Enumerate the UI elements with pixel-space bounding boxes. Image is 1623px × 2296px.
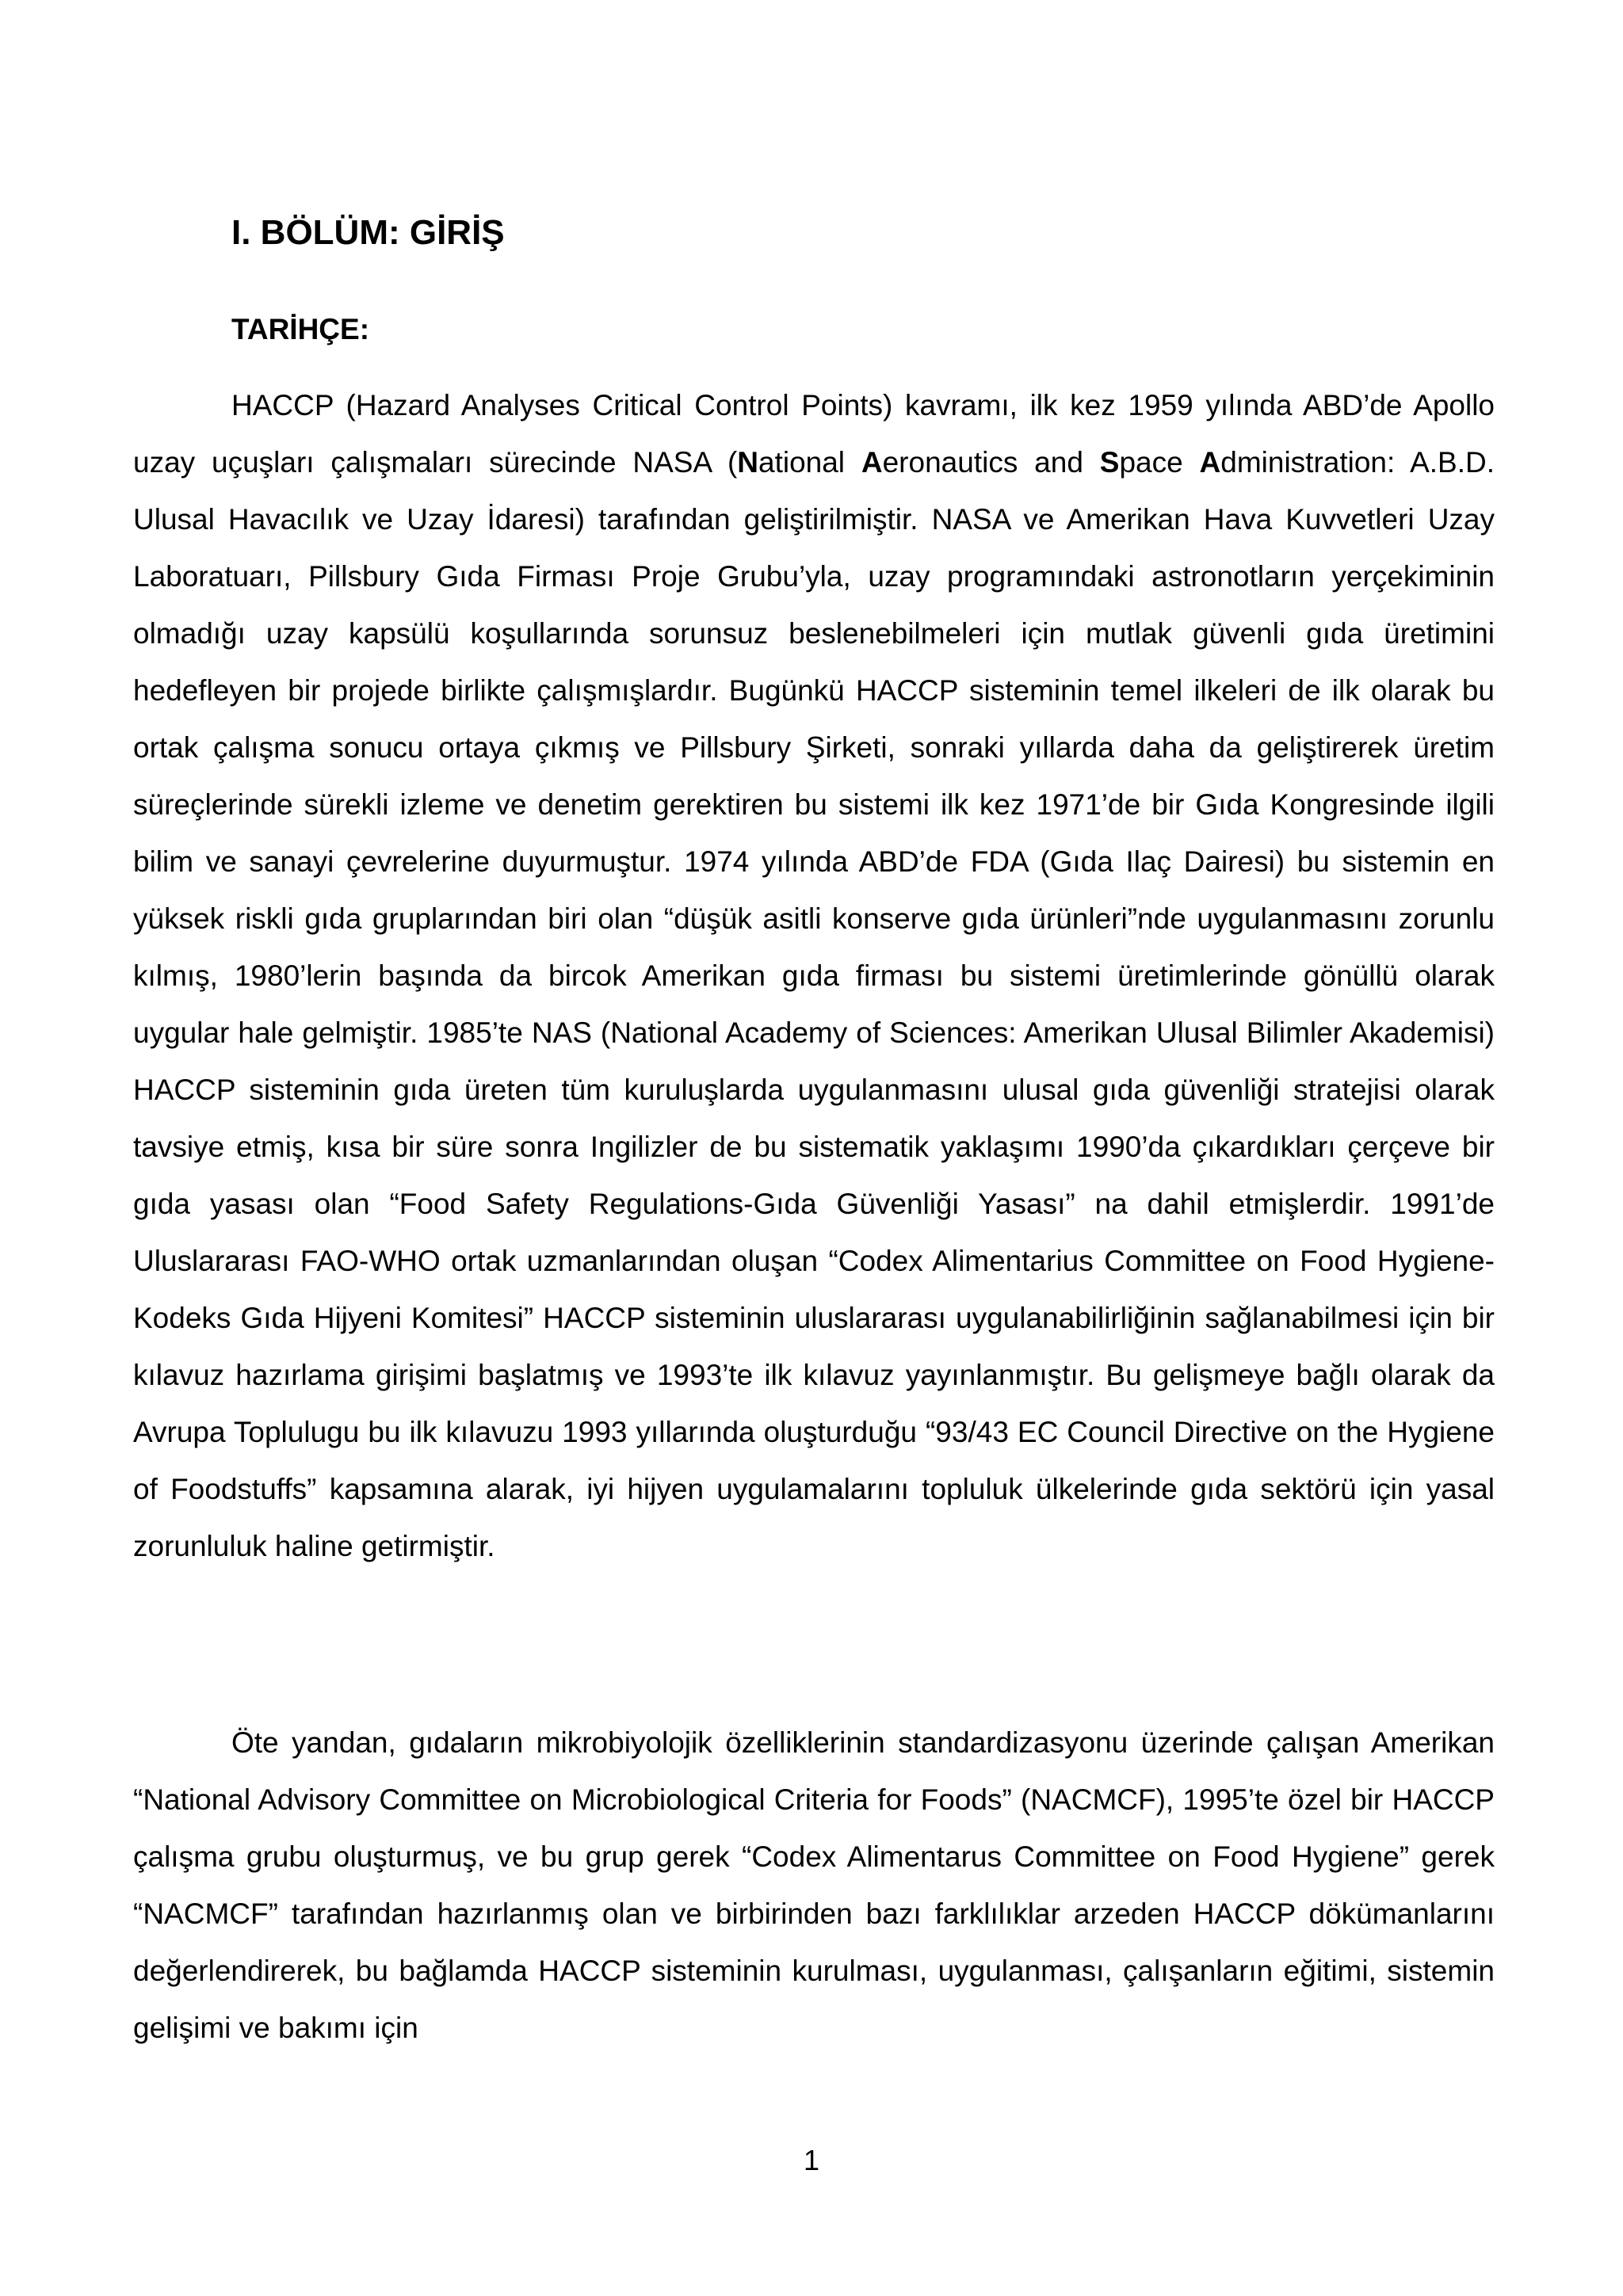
paragraph-text: ational bbox=[758, 446, 861, 479]
acronym-letter-s: S bbox=[1099, 446, 1120, 479]
acronym-letter-n: N bbox=[737, 446, 758, 479]
paragraph-text: eronautics and bbox=[882, 446, 1100, 479]
acronym-letter-a2: A bbox=[1199, 446, 1221, 479]
paragraph-text-start: HACCP (Hazard Analyses Critical Control Points) kavramı, ilk kez 1959 yılında ABD’de Apollo uzay uçuşları çalışmaları sürecinde NASA ( bbox=[133, 389, 1495, 479]
page-number: 1 bbox=[803, 2144, 820, 2176]
paragraph-text: pace bbox=[1119, 446, 1200, 479]
chapter-heading: I. BÖLÜM: GİRİŞ bbox=[231, 213, 505, 252]
paragraph-nacmcf bbox=[133, 1714, 1495, 2057]
acronym-letter-a: A bbox=[861, 446, 883, 479]
paragraph-text-rest: dministration: A.B.D. Ulusal Havacılık ve Uzay İdaresi) tarafından geliştirilmiştir. NASA ve Amerikan Hava Kuvvetleri Uzay Laboratuarı, Pillsbury Gıda Firması Proje Grubu’yla, uzay programındaki astronotların yerçekiminin olmadığı uzay kapsülü koşullarında sorunsuz beslenebilmeleri için mutlak güvenli gıda üretimini hedefleyen bir projede birlikte çalışmışlardır. Bugünkü HACCP sisteminin temel ilkeleri de ilk olarak bu ortak çalışma sonucu ortaya çıkmış ve Pillsbury Şirketi, sonraki yıllarda daha da geliştirerek üretim süreçlerinde sürekli izleme ve denetim gerektiren bu sistemi ilk kez 1971’de bir Gıda Kongresinde ilgili bilim ve sanayi çevrelerine duyurmuştur. 1974 yılında ABD’de FDA (Gıda Ilaç Dairesi) bu sistemin en yüksek riskli gıda gruplarından biri olan “düşük asitli konserve gıda ürünleri”nde uygulanmasını zorunlu kılmış, 1980’lerin başında da bircok Amerikan gıda firması bu sistemi üretimlerinde gönüllü olarak uygular hale gelmiştir. 1985’te NAS (National Academy of Sciences: Amerikan Ulusal Bilimler Akademisi) HACCP sisteminin gıda üreten tüm kuruluşlarda uygulanmasını ulusal gıda güvenliği stratejisi olarak tavsiye etmiş, kısa bir süre sonra Ingilizler de bu sistematik yaklaşımı 1990’da çıkardıkları çerçeve bir gıda yasası olan “Food Safety Regulations-Gıda Güvenliği Yasası” na dahil etmişlerdir. 1991’de Uluslararası FAO-WHO ortak uzmanlarından oluşan “Codex Alimentarius Committee on Food Hygiene-Kodeks Gıda Hijyeni Komitesi” HACCP sisteminin uluslararası uygulanabilirliğinin sağlanabilmesi için bir kılavuz hazırlama girişimi başlatmış ve 1993’te ilk kılavuz yayınlanmıştır. Bu gelişmeye bağlı olarak da Avrupa Toplulugu bu ilk kılavuzu 1993 yıllarında oluşturduğu “93/43 EC Council Directive on the Hygiene of Foodstuffs” kapsamına alarak, iyi hijyen uygulamalarını topluluk ülkelerinde gıda sektörü için yasal zorunluluk haline getirmiştir. bbox=[133, 446, 1495, 1562]
paragraph-text: Öte yandan, gıdaların mikrobiyolojik özelliklerinin standardizasyonu üzerinde çalışan Amerikan “National Advisory Committee on Microbiological Criteria for Foods” (NACMCF), 1995’te özel bir HACCP çalışma grubu oluşturmuş, ve bu grup gerek “Codex Alimentarus Committee on Food Hygiene” gerek “NACMCF” tarafından hazırlanmış olan ve birbirinden bazı farklılıklar arzeden HACCP dökümanlarını değerlendirerek, bu bağlamda HACCP sisteminin kurulması, uygulanması, çalışanların eğitimi, sistemin gelişimi ve bakımı için bbox=[133, 1726, 1495, 2044]
section-heading: TARİHÇE: bbox=[231, 313, 370, 345]
paragraph-history bbox=[133, 377, 1495, 1575]
